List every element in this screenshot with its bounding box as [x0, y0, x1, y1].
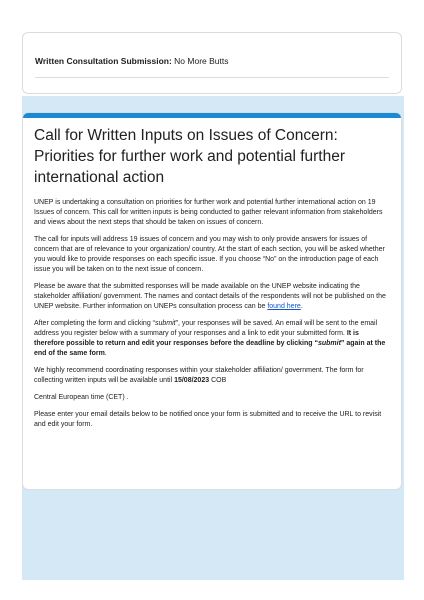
email-instruction-paragraph: Please enter your email details below to be notified once your form is submitted and to receive the URL to revisit and edit your form. — [34, 411, 382, 428]
submit-bold-a: It is therefore possible to return and edit your responses before the deadline by clicking “ — [34, 330, 359, 347]
submit-text-b: ”, your responses will be saved. An email will be sent to the email address you register below with a summary of your responses and a link to edit your submitted form. — [34, 320, 378, 337]
submit-word: submit — [155, 320, 176, 327]
submission-header-value: No More Butts — [174, 56, 229, 66]
coordination-paragraph — [34, 366, 391, 386]
form-description-card — [22, 112, 402, 490]
submission-header-label: Written Consultation Submission: — [35, 56, 172, 66]
deadline-date: 15/08/2023 — [174, 377, 210, 384]
submission-header-card — [22, 32, 402, 94]
submit-bold-b: ” again at the end of the same form — [34, 340, 386, 357]
coordination-text-a: We highly recommend coordinating responses within your stakeholder affiliation/ government. The form for collecting written inputs will be available until — [34, 367, 364, 384]
publication-text: Please be aware that the submitted responses will be made available on the UNEP website indicating the stakeholder affiliation/ government. The names and contact details of the respondents will not be published on the UNEP website. Further information on UNEPs consultation process can be — [34, 283, 386, 310]
found-here-link[interactable]: found here — [267, 303, 301, 310]
publication-paragraph — [34, 282, 391, 312]
submit-end: . — [104, 350, 107, 357]
submission-header — [35, 56, 229, 66]
intro-paragraph: UNEP is undertaking a consultation on priorities for further work and potential further international action on 19 Issues of concern. This call for written inputs is being conducted to gather relevant information from stakeholders and views about the next steps that should be taken on issues of concern. — [34, 199, 383, 226]
timezone-paragraph: Central European time (CET) . — [34, 394, 129, 401]
submit-bold-word: submit — [317, 340, 341, 347]
header-divider — [35, 77, 389, 78]
issues-paragraph: The call for inputs will address 19 issues of concern and you may wish to only provide answers for issues of concern that are of relevance to your organization/ country. At the start of each section, you will be asked whether you would like to provide responses on each specific issue. If you choose “No” on the introduction page of each issue you will be taken on to the next issue of concern. — [34, 236, 385, 273]
submit-paragraph — [34, 319, 391, 359]
form-title: Call for Written Inputs on Issues of Concern: Priorities for further work and potential further international action — [34, 127, 345, 186]
publication-end: . — [300, 303, 303, 310]
card-accent-bar — [23, 113, 401, 118]
coordination-text-b: COB — [209, 377, 227, 384]
submit-text-a: After completing the form and clicking “ — [34, 320, 155, 327]
form-description-content — [34, 125, 391, 437]
